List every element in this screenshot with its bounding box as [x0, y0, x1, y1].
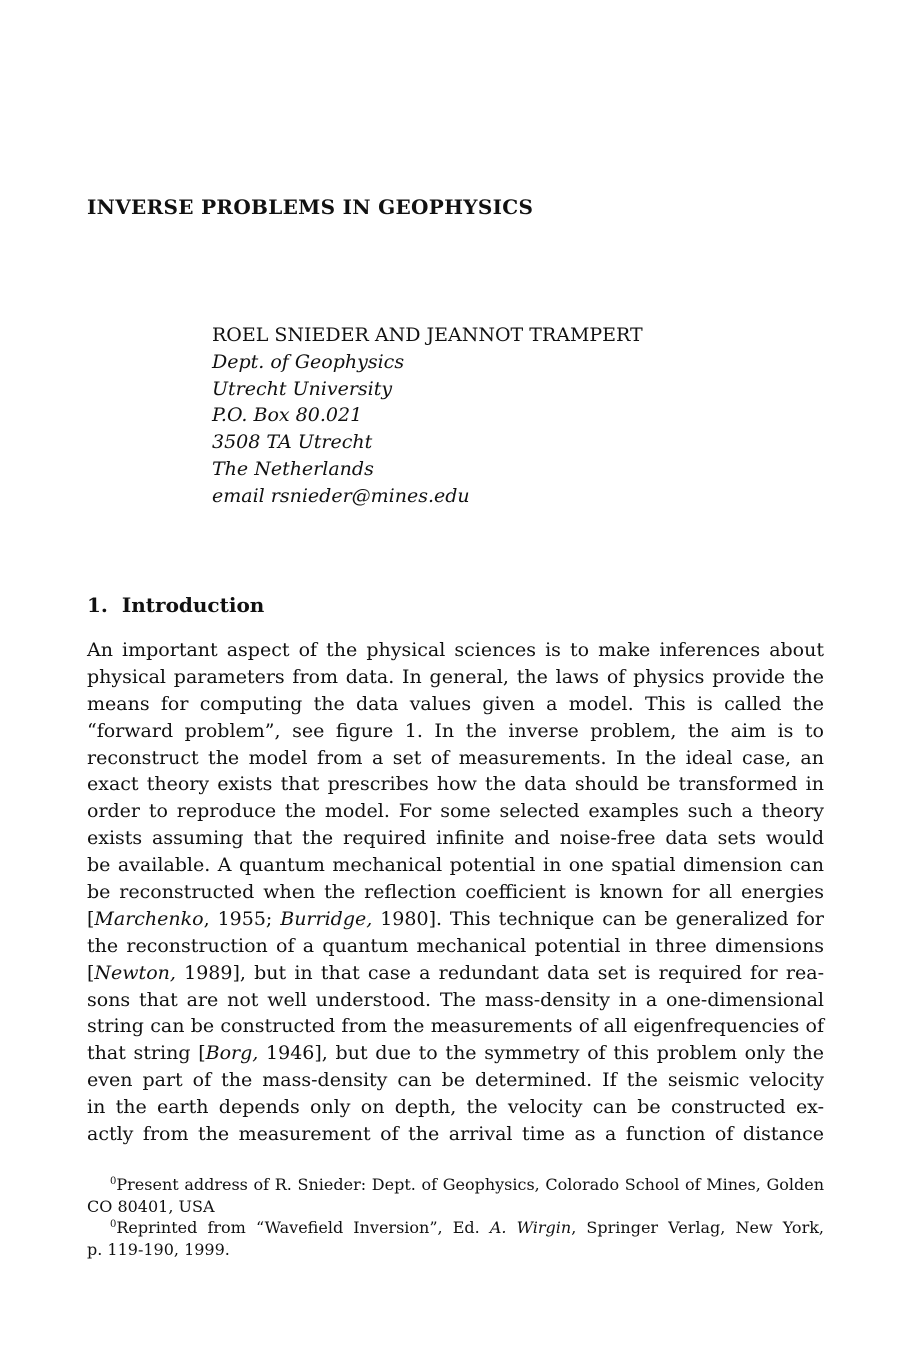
section-number: 1.: [87, 593, 108, 617]
paragraph-line: order to reproduce the model. For some selected examples such a theory: [87, 800, 824, 823]
footnote-mark: 0: [110, 1219, 117, 1230]
citation-borg: Borg,: [205, 1042, 259, 1065]
paragraph-line: even part of the mass-density can be determined. If the seismic velocity: [87, 1069, 824, 1092]
paragraph-line: string can be constructed from the measurements of all eigenfrequencies of: [87, 1015, 824, 1038]
introduction-paragraph: [87, 637, 824, 1148]
footnote-text: Reprinted from “Wavefield Inversion”, Ed.: [116, 1218, 490, 1237]
citation-newton: Newton,: [94, 961, 176, 984]
section-title: Introduction: [121, 593, 265, 617]
paragraph-line: exact theory exists that prescribes how the data should be transformed in: [87, 773, 824, 796]
bracket-open: [: [87, 961, 95, 984]
paragraph-line: be available. A quantum mechanical potential in one spatial dimension can: [87, 854, 824, 877]
footnote-1-line: [87, 1174, 824, 1196]
paragraph-line: means for computing the data values given a model. This is called the: [87, 692, 824, 715]
footnotes: [87, 1174, 824, 1260]
paragraph-line: in the earth depends only on depth, the velocity can be constructed ex-: [87, 1096, 824, 1119]
author-affiliation-block: [212, 322, 643, 510]
paragraph-line: actly from the measurement of the arrival time as a function of distance: [87, 1123, 824, 1146]
paragraph-line: sons that are not well understood. The mass-density in a one-dimensional: [87, 988, 824, 1011]
citation-text: , 1955;: [203, 907, 281, 930]
footnote-2-line: [87, 1217, 824, 1239]
footnote-text: , Springer Verlag, New York,: [571, 1218, 824, 1237]
footnote-text: Present address of R. Snieder: Dept. of Geophysics, Colorado School of Mines, Golden: [116, 1175, 824, 1194]
citation-marchenko: Marchenko: [94, 907, 204, 930]
citation-text: 1989], but in that case a redundant data set is required for rea-: [175, 961, 824, 984]
citation-text: 1946], but due to the symmetry of this problem only the: [258, 1042, 824, 1065]
paragraph-line: “forward problem”, see figure 1. In the inverse problem, the aim is to: [87, 719, 824, 742]
paragraph-line: exists assuming that the required infinite and noise-free data sets would: [87, 827, 824, 850]
section-heading: [87, 593, 264, 617]
paragraph-line: be reconstructed when the reflection coefficient is known for all energies: [87, 881, 824, 904]
author-city: 3508 TA Utrecht: [212, 431, 373, 454]
paragraph-line-citation: [87, 1040, 824, 1067]
citation-burridge: Burridge,: [280, 907, 373, 930]
footnote-editor: A. Wirgin: [489, 1218, 572, 1237]
paragraph-line-citation: [87, 906, 824, 933]
bracket-open: [: [87, 907, 95, 930]
author-university: Utrecht University: [212, 377, 393, 400]
footnote-1-line: CO 80401, USA: [87, 1196, 215, 1216]
paragraph-line-citation: [87, 960, 824, 987]
author-department: Dept. of Geophysics: [212, 350, 405, 373]
paragraph-line: physical parameters from data. In general, the laws of physics provide the: [87, 665, 824, 688]
footnote-mark: 0: [110, 1176, 117, 1187]
paper-title: INVERSE PROBLEMS IN GEOPHYSICS: [87, 195, 534, 219]
citation-text: that string [: [87, 1042, 206, 1065]
paragraph-line: An important aspect of the physical sciences is to make inferences about: [87, 639, 824, 661]
footnote-2-line: p. 119-190, 1999.: [87, 1239, 230, 1259]
paragraph-line: reconstruct the model from a set of measurements. In the ideal case, an: [87, 746, 824, 769]
author-pobox: P.O. Box 80.021: [212, 404, 363, 427]
paragraph-line: the reconstruction of a quantum mechanical potential in three dimensions: [87, 934, 824, 957]
author-names: ROEL SNIEDER AND JEANNOT TRAMPERT: [212, 324, 643, 346]
author-email: email rsnieder@mines.edu: [212, 484, 470, 507]
citation-text: 1980]. This technique can be generalized for: [372, 907, 824, 930]
author-country: The Netherlands: [212, 457, 374, 480]
